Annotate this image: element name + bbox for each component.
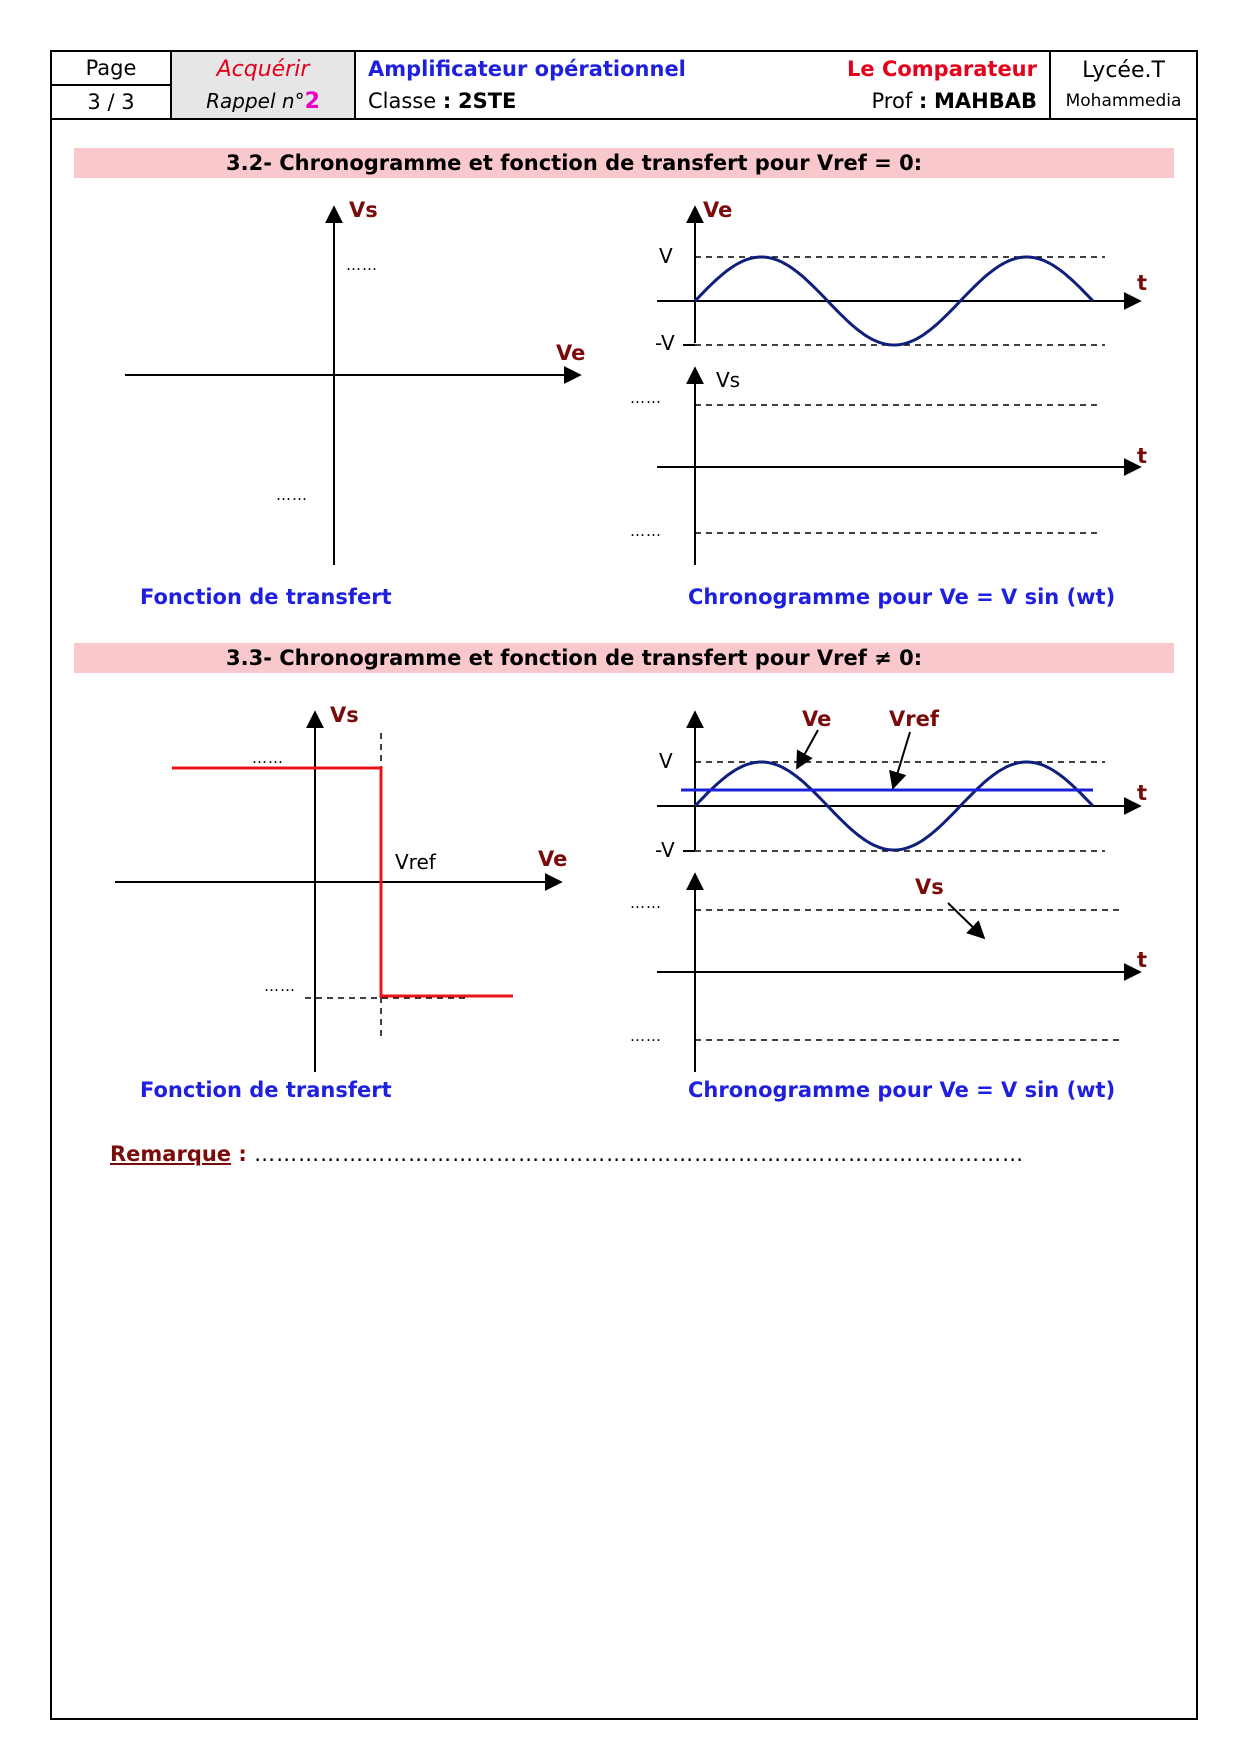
t-axis-label: t (1137, 271, 1148, 295)
section2-caption-transfer: Fonction de transfert (140, 1078, 392, 1102)
vs-high-dots: …… (346, 256, 378, 274)
neg-v-label: -V (655, 838, 675, 862)
remark-dots: …………………………………………………………………………………………… (254, 1142, 1025, 1166)
t-axis-label: t (1137, 781, 1148, 805)
t2-axis-label: t (1137, 444, 1148, 468)
ve-axis-label: Ve (538, 847, 568, 871)
rappel-number: 2 (304, 88, 320, 114)
section-3-2-title: 3.2- Chronogramme et fonction de transfert pour Vref = 0: (74, 148, 1174, 178)
remark-label: Remarque (110, 1142, 232, 1166)
page-label: Page (52, 52, 170, 86)
ve-axis-label: Ve (556, 341, 586, 365)
v-label: V (659, 244, 673, 268)
t2-axis-label: t (1137, 948, 1148, 972)
section2-caption-chrono: Chronogramme pour Ve = V sin (wt) (688, 1078, 1116, 1102)
vs-low-dots: …… (276, 486, 308, 504)
vs-axis-label: Vs (716, 368, 741, 392)
section1-caption-chrono: Chronogramme pour Ve = V sin (wt) (688, 585, 1116, 609)
vs-axis-label: Vs (330, 703, 359, 727)
vs-curve-label: Vs (915, 875, 944, 899)
vs-high-dots: …… (630, 389, 662, 407)
vs-low-dots: …… (630, 522, 662, 540)
vref-curve-label: Vref (889, 707, 939, 731)
transfer-graph-2 (115, 703, 567, 1072)
vs-pointer-arrow (948, 903, 984, 938)
vs-low-dots: …… (630, 1027, 662, 1045)
class-info: Classe : 2STE (368, 89, 517, 113)
rappel-label: Rappel n°2 (206, 88, 320, 114)
vs-high-dots: …… (630, 894, 662, 912)
transfer-graph-1 (125, 198, 585, 565)
v-label: V (659, 749, 673, 773)
chrono-graph-2 (630, 707, 1147, 1072)
prof-info: Prof : MAHBAB (871, 89, 1037, 113)
course-title: Amplificateur opérationnel (368, 57, 686, 81)
acquerir-label: Acquérir (216, 56, 310, 82)
topic-title: Le Comparateur (847, 57, 1037, 81)
vs-axis-label: Vs (349, 198, 378, 222)
section1-caption-transfer: Fonction de transfert (140, 585, 392, 609)
vref-pointer-arrow (893, 732, 910, 788)
neg-v-label: -V (655, 331, 675, 355)
vs-high-dots: …… (252, 749, 284, 767)
school-name: Lycée.T (1082, 58, 1165, 83)
ve-curve-label: Ve (802, 707, 832, 731)
remark: Remarque : …………………………………………………………………………………………… (110, 1142, 1025, 1166)
page-number: 3 / 3 (87, 90, 135, 114)
ve-axis-label: Ve (703, 198, 733, 222)
vref-label: Vref (395, 850, 436, 874)
school-city: Mohammedia (1065, 91, 1182, 111)
section-3-3-title: 3.3- Chronogramme et fonction de transfert pour Vref ≠ 0: (74, 643, 1174, 673)
vs-low-dots: …… (264, 977, 296, 995)
chrono-graph-1 (630, 198, 1147, 565)
